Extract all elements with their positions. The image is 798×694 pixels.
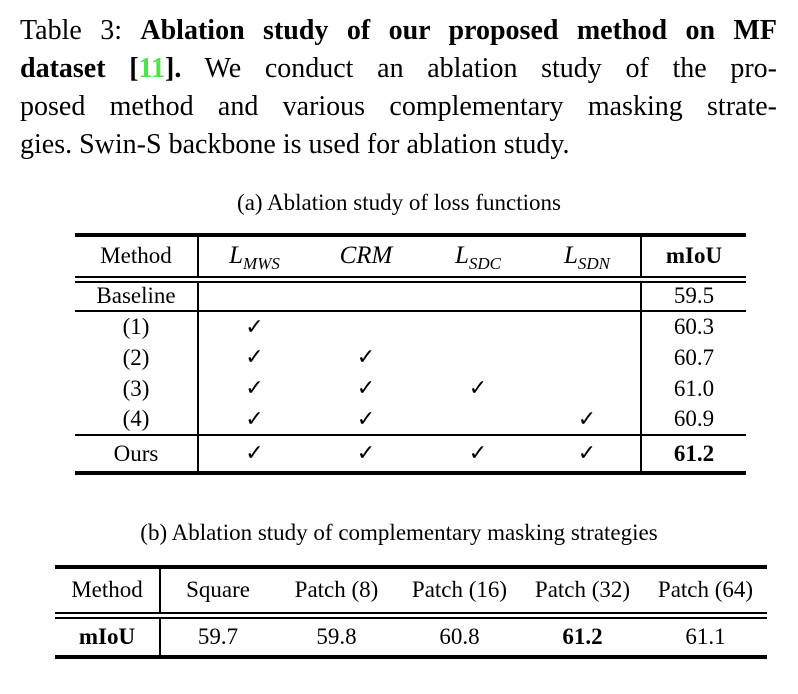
- header-loss-sdc: [422, 235, 534, 279]
- table-row-baseline: [75, 279, 746, 311]
- header-square: Square: [160, 567, 275, 615]
- method-cell: (1): [122, 314, 150, 339]
- check-cell-sdn: ✓: [577, 441, 597, 466]
- table-caption: [20, 12, 777, 164]
- check-cell-crm: ✓: [356, 345, 376, 370]
- table-row-4: [75, 404, 746, 435]
- miou-cell: 61.0: [641, 373, 746, 404]
- check-cell-crm: [310, 311, 422, 342]
- miou-cell: 60.9: [641, 404, 746, 435]
- method-cell: (4): [122, 406, 150, 431]
- math-l-sdc: $L_{SDC}$: [454, 242, 502, 274]
- method-cell: Baseline: [96, 283, 176, 309]
- check-cell-sdc: ✓: [468, 376, 488, 401]
- table-a-header-row: [75, 235, 746, 279]
- check-cell-sdc: ✓: [468, 441, 488, 466]
- method-cell: (2): [122, 344, 150, 370]
- header-crm: [310, 235, 422, 279]
- header-loss-mws: [198, 235, 310, 279]
- miou-cell-best: 61.2: [641, 435, 746, 473]
- caption-line-4: gies. Swin-S backbone is used for ablation study.: [20, 129, 570, 160]
- check-cell-mws: ✓: [198, 435, 310, 473]
- table-row-3: [75, 373, 746, 404]
- caption-bold-title: Ablation study of our proposed method on MF: [140, 15, 778, 46]
- row-label-miou: mIoU: [78, 623, 136, 649]
- citation-link[interactable]: 11: [138, 53, 166, 84]
- check-cell-crm: ✓: [356, 441, 376, 466]
- check-cell-mws: ✓: [198, 311, 310, 342]
- caption-line-3: posed method and various complementary masking strate-: [20, 91, 777, 122]
- caption-line-2: [20, 50, 777, 88]
- caption-bold-dataset: dataset [: [20, 53, 139, 84]
- subcaption-b: (b) Ablation study of complementary masking strategies: [140, 520, 658, 545]
- header-patch-8: Patch (8): [294, 577, 379, 603]
- math-l-sdn: $L_{SDN}$: [563, 242, 611, 274]
- method-cell: (3): [122, 375, 150, 401]
- check-cell-mws: ✓: [198, 404, 310, 435]
- table-b-header-row: [55, 567, 767, 615]
- math-crm: CRM: [339, 242, 393, 270]
- check-cell-mws: ✓: [198, 373, 310, 404]
- miou-value-patch-8: 59.8: [316, 623, 357, 649]
- header-method: Method: [100, 243, 172, 269]
- math-l-mws: $L_{MWS}$: [229, 242, 280, 274]
- caption-table-number: Table 3:: [20, 15, 141, 46]
- miou-cell: 59.5: [641, 279, 746, 311]
- check-cell-crm: ✓: [356, 406, 376, 432]
- caption-line-1: [20, 12, 777, 50]
- table-row-ours: [75, 435, 746, 473]
- check-cell-sdc: [422, 404, 534, 435]
- header-patch-32: Patch (32): [534, 577, 631, 603]
- miou-value-patch-32-best: 61.2: [562, 623, 603, 649]
- table-b-miou-row: [55, 615, 767, 657]
- miou-cell: 60.3: [641, 311, 746, 342]
- check-cell-sdn: [534, 279, 641, 311]
- miou-value-square: 59.7: [160, 615, 275, 657]
- table-row-1: [75, 311, 746, 342]
- header-patch-16: Patch (16): [411, 577, 508, 603]
- header-miou: mIoU: [641, 235, 746, 279]
- loss-ablation-table: [75, 233, 746, 475]
- caption-bold-bracket: ].: [165, 53, 182, 84]
- header-loss-sdn: [534, 235, 641, 279]
- header-method: Method: [71, 577, 143, 603]
- check-cell-sdc: [422, 342, 534, 373]
- check-cell-mws: [198, 279, 310, 311]
- check-cell-sdn: ✓: [577, 406, 597, 432]
- masking-ablation-table: [55, 565, 767, 659]
- check-cell-sdn: [534, 342, 641, 373]
- check-cell-crm: [310, 279, 422, 311]
- caption-body-text: We conduct an ablation study of the pro-: [181, 53, 778, 84]
- check-cell-sdn: [534, 311, 641, 342]
- method-cell: Ours: [113, 440, 159, 466]
- miou-value-patch-16: 60.8: [439, 623, 480, 649]
- miou-value-patch-64: 61.1: [685, 623, 726, 649]
- check-cell-crm: ✓: [356, 376, 376, 401]
- table-row-2: [75, 342, 746, 373]
- subcaption-a: (a) Ablation study of loss functions: [237, 190, 561, 215]
- check-cell-sdn: [534, 373, 641, 404]
- check-cell-mws: ✓: [198, 342, 310, 373]
- check-cell-sdc: [422, 279, 534, 311]
- check-cell-sdc: [422, 311, 534, 342]
- miou-cell: 60.7: [641, 342, 746, 373]
- header-patch-64: Patch (64): [657, 577, 754, 603]
